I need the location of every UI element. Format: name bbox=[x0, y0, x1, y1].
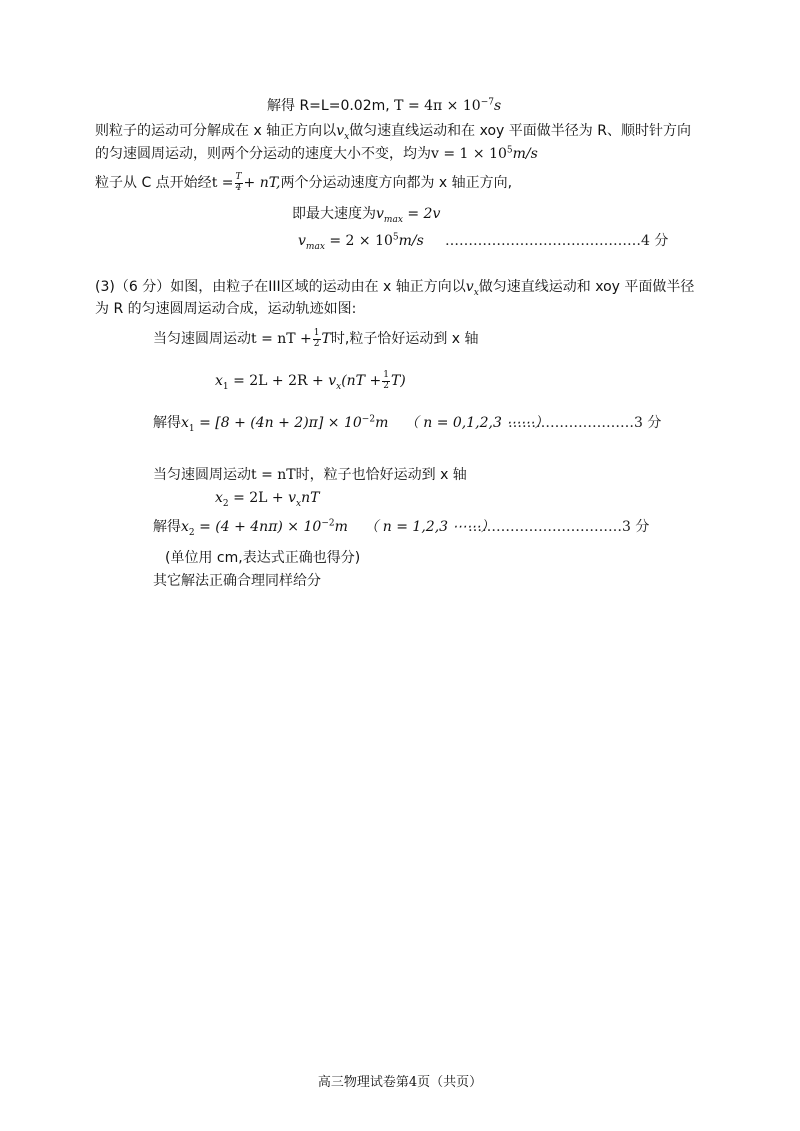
denominator: 2 bbox=[313, 338, 320, 349]
equation-body: = 2v bbox=[407, 206, 441, 222]
score-3b: ……………………………3 分 bbox=[468, 519, 650, 535]
equation-body: t = bbox=[211, 175, 234, 191]
equation-body: = 2L + 2R + bbox=[233, 373, 324, 389]
equation-body: + nT, bbox=[243, 175, 281, 191]
equation bbox=[215, 370, 406, 392]
equation bbox=[376, 206, 441, 225]
equation-body: = [8 + (4n + 2)π] × 10 bbox=[199, 415, 362, 431]
subscript: 1 bbox=[222, 381, 229, 392]
text-segment: 即最大速度为 bbox=[292, 206, 376, 222]
equation bbox=[215, 490, 320, 509]
unit: m/s bbox=[512, 146, 538, 162]
symbol: x bbox=[215, 373, 223, 389]
equation-body: = 2 × 10 bbox=[329, 233, 393, 249]
text-segment: (3)（6 分）如图，由粒子在III区域的运动由在 x 轴正方向以 bbox=[95, 279, 466, 295]
equation-body: v = 1 × 10 bbox=[431, 146, 507, 162]
part3-line2: 为 R 的匀速圆周运动合成，运动轨迹如图: bbox=[95, 301, 357, 317]
subscript: max bbox=[383, 214, 403, 225]
exponent: 5 bbox=[392, 232, 399, 243]
subscript: x bbox=[344, 131, 350, 142]
numerator: 1 bbox=[383, 370, 389, 381]
equation bbox=[298, 232, 424, 252]
equation-body: (nT + bbox=[341, 373, 382, 389]
score-4: ……………………………………4 分 bbox=[445, 233, 669, 249]
symbol: v bbox=[298, 233, 306, 249]
decomposition-line bbox=[95, 120, 691, 144]
equation bbox=[181, 414, 389, 434]
case2-condition-line bbox=[153, 464, 467, 486]
subscript: x bbox=[336, 381, 342, 392]
equation-body: T = 4π × 10 bbox=[394, 98, 481, 114]
numerator: T bbox=[235, 172, 242, 183]
text-segment: 时，粒子也恰好运动到 x 轴 bbox=[295, 467, 467, 483]
condition: （ n = 1,2,3 ⋯⋯） bbox=[364, 519, 495, 535]
equation-body: = 2L + bbox=[233, 490, 284, 506]
symbol: v bbox=[328, 373, 337, 389]
text-segment: 时,粒子恰好运动到 x 轴 bbox=[330, 331, 479, 347]
text-segment: 粒子从 C 点开始经 bbox=[95, 175, 212, 191]
x1-expression-line bbox=[215, 370, 406, 394]
solution-line-R-T bbox=[267, 95, 501, 117]
symbol: v bbox=[376, 206, 384, 222]
equation bbox=[431, 146, 538, 162]
time-line bbox=[95, 172, 512, 194]
x1-result-line bbox=[153, 412, 548, 436]
text-segment: 当匀速圆周运动 bbox=[153, 331, 251, 347]
subscript: 2 bbox=[222, 498, 229, 509]
equation bbox=[181, 518, 348, 538]
unit-note: (单位用 cm,表达式正确也得分) bbox=[165, 550, 361, 566]
symbol: x bbox=[181, 519, 189, 535]
symbol: x bbox=[215, 490, 223, 506]
vx-symbol bbox=[336, 123, 350, 142]
text-segment: 当匀速圆周运动 bbox=[153, 467, 251, 483]
subscript: x bbox=[473, 287, 479, 298]
equation-body: nT bbox=[301, 490, 320, 506]
subscript: max bbox=[305, 241, 325, 252]
symbol: x bbox=[181, 415, 189, 431]
unit: m bbox=[334, 519, 348, 535]
max-speed-value-line bbox=[298, 230, 424, 254]
vx-symbol bbox=[465, 279, 479, 298]
text-segment: 解得 bbox=[153, 519, 181, 535]
text-segment: 解得 bbox=[153, 415, 181, 431]
case1-condition-line bbox=[153, 328, 479, 350]
fraction bbox=[313, 329, 321, 349]
symbol: v bbox=[288, 490, 297, 506]
fraction bbox=[382, 371, 390, 391]
max-speed-line bbox=[292, 203, 440, 227]
text-segment: 做匀速直线运动和 xoy 平面做半径 bbox=[478, 279, 695, 295]
equation bbox=[394, 98, 501, 114]
symbol: v bbox=[336, 123, 345, 139]
text-segment: 做匀速直线运动和在 xoy 平面做半径为 R、顺时针方向 bbox=[349, 123, 691, 139]
unit: s bbox=[493, 98, 502, 114]
equation-body: t = nT + bbox=[251, 331, 312, 347]
x2-result-line bbox=[153, 516, 495, 540]
text-segment: 的匀速圆周运动，则两个分运动的速度大小不变，均为 bbox=[95, 146, 431, 162]
x2-expression-line bbox=[215, 487, 319, 511]
denominator: 2 bbox=[383, 380, 389, 391]
numerator: 1 bbox=[313, 328, 320, 339]
page-footer: 高三物理试卷第4页（共页） bbox=[317, 1075, 483, 1090]
subscript: x bbox=[296, 498, 302, 509]
subscript: 1 bbox=[188, 423, 195, 434]
text-segment: 两个分运动速度方向都为 x 轴正方向, bbox=[280, 175, 513, 191]
exponent: −7 bbox=[480, 97, 494, 108]
unit: m bbox=[375, 415, 389, 431]
symbol: v bbox=[465, 279, 474, 295]
symbol: T bbox=[321, 331, 331, 347]
text-segment: 则粒子的运动可分解成在 x 轴正方向以 bbox=[95, 123, 337, 139]
equation-body: = (4 + 4nπ) × 10 bbox=[199, 519, 322, 535]
unit: m/s bbox=[398, 233, 424, 249]
part3-intro-line bbox=[95, 276, 694, 300]
speed-line bbox=[95, 143, 538, 165]
denominator: 4 bbox=[235, 182, 242, 193]
text-segment: 解得 R=L=0.02m, bbox=[267, 98, 390, 114]
alternative-note: 其它解法正确合理同样给分 bbox=[153, 573, 321, 589]
fraction bbox=[235, 173, 243, 193]
equation-body: t = nT bbox=[251, 467, 296, 483]
exponent: 5 bbox=[506, 145, 513, 156]
exponent: −2 bbox=[321, 518, 335, 529]
exponent: −2 bbox=[361, 414, 376, 425]
equation-body: T) bbox=[390, 373, 406, 389]
subscript: 2 bbox=[188, 527, 195, 538]
condition: （ n = 0,1,2,3 ⋯⋯） bbox=[404, 415, 549, 431]
score-3a: ………………………3 分 bbox=[508, 415, 662, 431]
